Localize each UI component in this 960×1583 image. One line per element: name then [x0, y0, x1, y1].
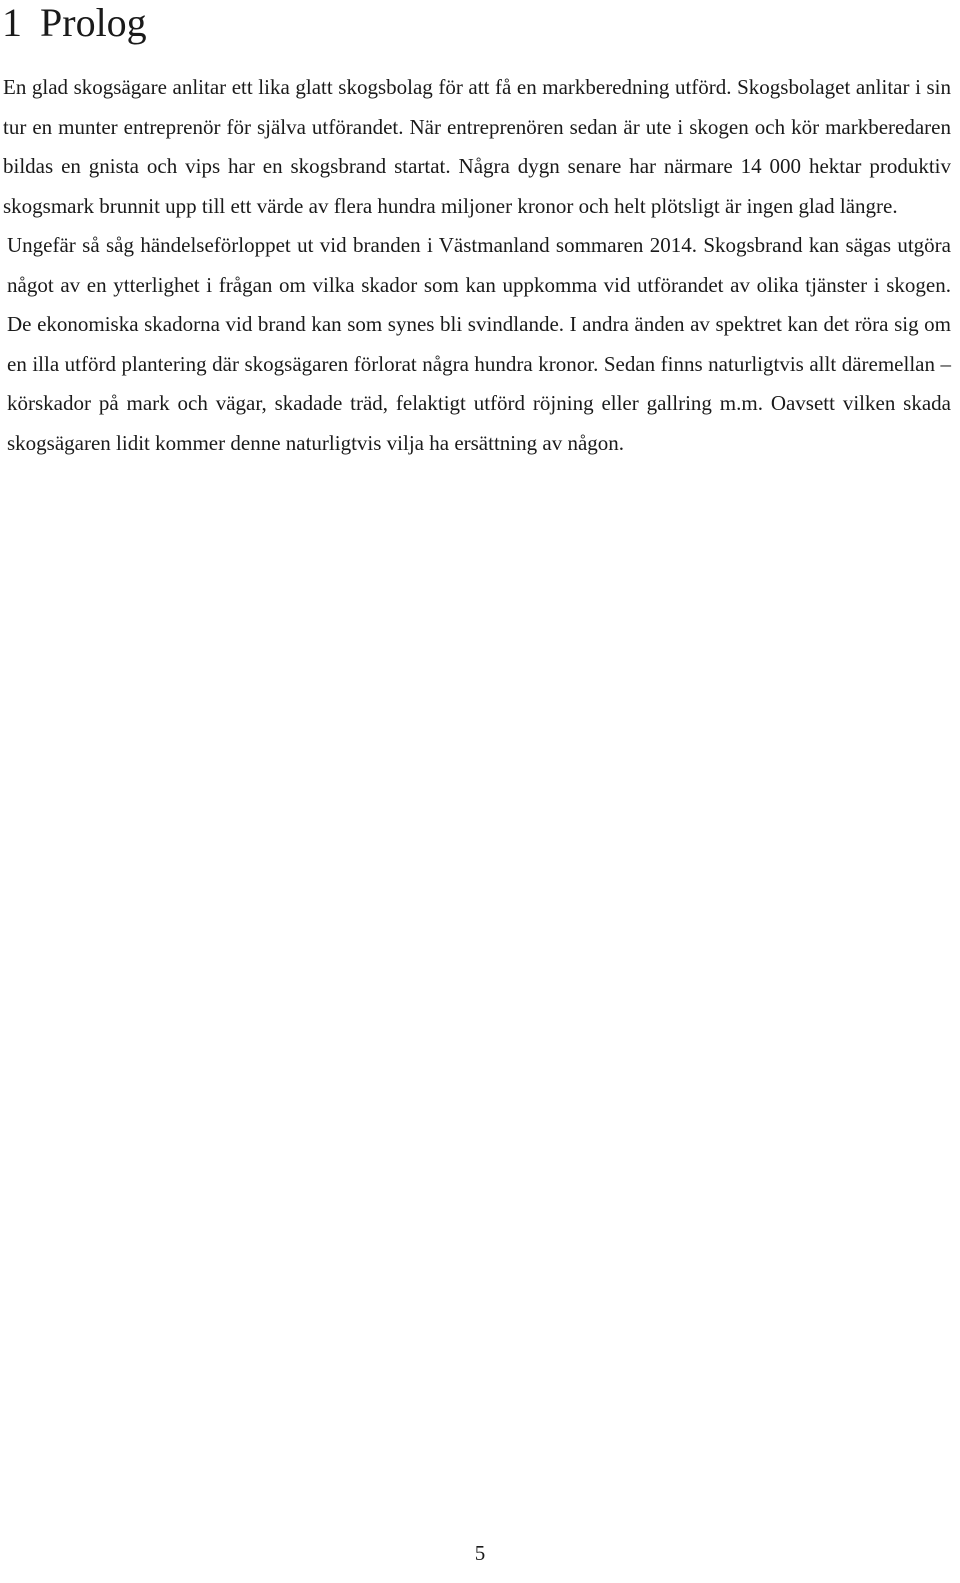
chapter-body: [3, 68, 951, 463]
page-number: 5: [474, 1541, 486, 1565]
paragraph-1: En glad skogsägare anlitar ett lika glatt skogsbolag för att få en markberedning utförd. Skogsbolaget anlitar i sin tur en munter entreprenör för själva utförandet. När entreprenören sedan är ute i skogen och kör markberedaren bildas en gnista och vips har en skogsbrand startat. Några dygn senare har närmare 14 000 hektar produktiv skogsmark brunnit upp till ett värde av flera hundra miljoner kronor och helt plötsligt är ingen glad längre.: [3, 75, 951, 218]
paragraph-2: Ungefär så såg händelseförloppet ut vid branden i Västmanland sommaren 2014. Skogsbrand kan sägas utgöra något av en ytterlighet i frågan om vilka skador som kan uppkomma vid utförandet av olika tjänster i skogen. De ekonomiska skadorna vid brand kan som synes bli svindlande. I andra änden av spektret kan det röra sig om en illa utförd plantering där skogsägaren förlorat några hundra kronor. Sedan finns naturligtvis allt däremellan – körskador på mark och vägar, skadade träd, felaktigt utförd röjning eller gallring m.m. Oavsett vilken skada skogsägaren lidit kommer denne naturligtvis vilja ha ersättning av någon.: [7, 233, 951, 455]
chapter-number: 1: [2, 0, 22, 45]
chapter-title: Prolog: [40, 0, 147, 45]
chapter-heading: [2, 0, 147, 46]
